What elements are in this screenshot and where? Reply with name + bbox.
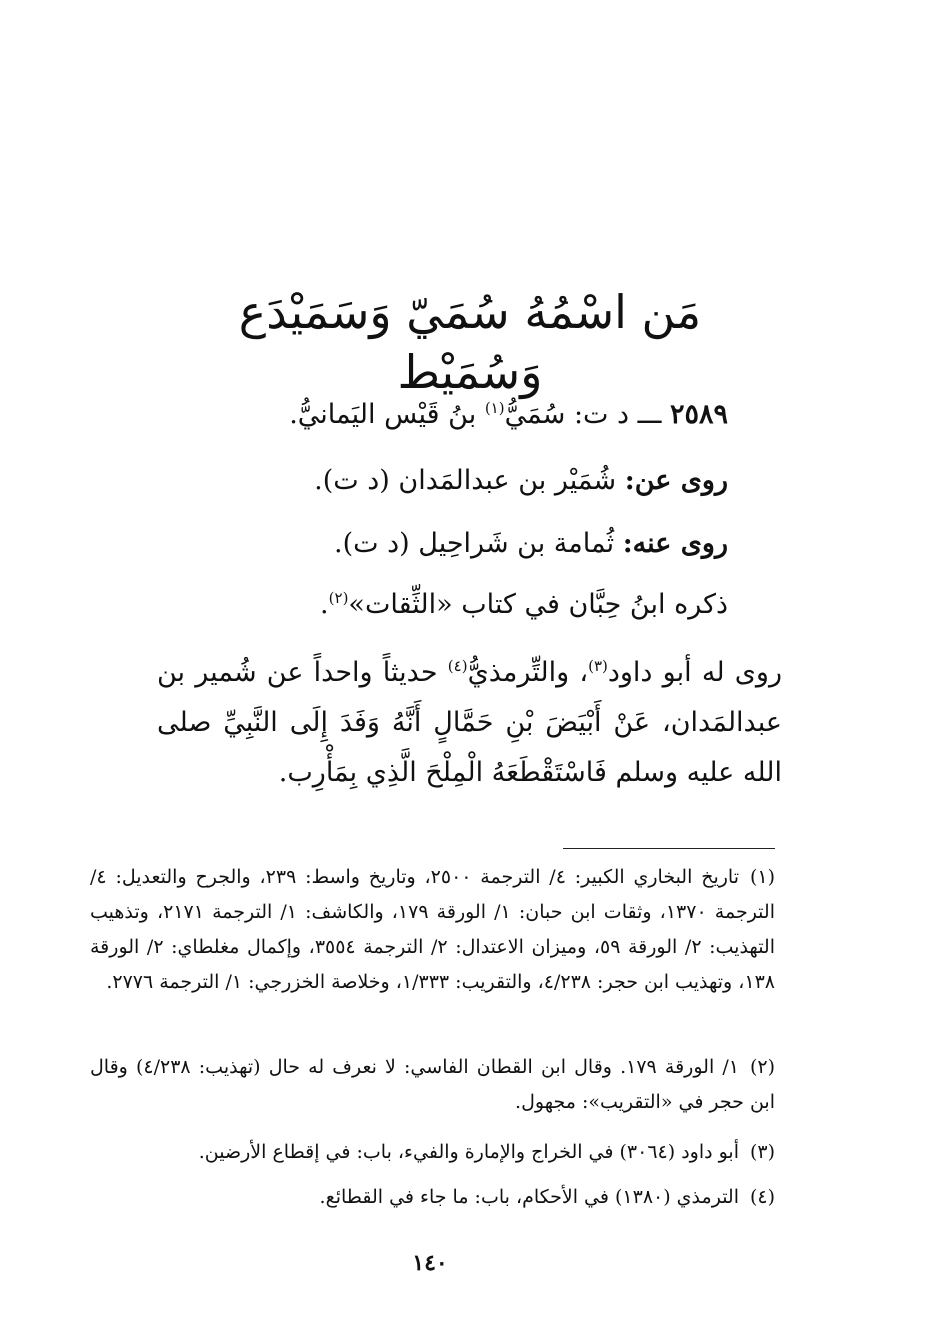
footnote-number: (٢) [749,1056,775,1078]
narrated-by-text: ثُمامة بن شَراحِيل (د ت). [334,528,615,559]
paragraph-part-2: ، والتِّرمذيُّ [467,657,589,688]
footnote-number: (٣) [749,1141,775,1163]
page-number: ١٤٠ [412,1250,448,1276]
mention-end: . [320,589,329,620]
narrated-from-line [208,461,728,501]
footnote-ref-2: (٢) [328,589,349,607]
entry-sigla: د ت: [573,399,630,430]
paragraph-part-1: روى له أبو داود [607,657,782,688]
entry-name-rest: بنُ قَيْس اليَمانيُّ. [289,399,477,430]
paragraph-part-3: حديثاً واحداً عن شُمير بن عبدالمَدان، عَنْ أَبْيَضَ بْنِ حَمَّالٍ أَنَّهُ وَفَدَ إِلَى النَّبِيِّ صلى الله عليه وسلم فَاسْتَقْطَعَهُ الْمِلْحَ الَّذِي بِمَأْرِب. [157,657,782,788]
footnote-4 [90,1180,775,1215]
mention-line [208,585,728,625]
footnote-1 [90,860,775,1000]
entry-name: سُمَيُّ [504,399,566,430]
footnote-separator [563,848,775,849]
hadith-paragraph [157,648,782,798]
narrated-by-line [208,524,728,564]
footnote-text: ١/ الورقة ١٧٩. وقال ابن القطان الفاسي: لا نعرف له حال (تهذيب: ٤/٢٣٨) وقال ابن حجر في «التقريب»: مجهول. [90,1056,775,1113]
narrated-by-label: روى عنه: [622,528,728,559]
section-title: مَن اسْمُهُ سُمَيّ وَسَمَيْدَع وَسُمَيْط [238,285,702,399]
footnote-ref-4: (٤) [447,657,468,675]
footnote-number: (١) [749,866,775,888]
entry-dash: ـــ [637,399,662,430]
footnote-2 [90,1050,775,1120]
entry-number: ٢٥٨٩ [669,399,728,430]
footnote-text: أبو داود (٣٠٦٤) في الخراج والإمارة والفيء، باب: في إقطاع الأرضين. [198,1141,739,1163]
footnote-ref-3: (٣) [588,657,608,675]
narrated-from-label: روى عن: [624,465,728,496]
footnote-text: الترمذي (١٣٨٠) في الأحكام، باب: ما جاء في القطائع. [319,1186,739,1208]
entry-heading [208,395,728,435]
footnote-ref-1: (١) [484,399,505,417]
footnote-number: (٤) [749,1186,775,1208]
narrated-from-text: شُمَيْر بن عبدالمَدان (د ت). [314,465,617,496]
footnote-text: تاريخ البخاري الكبير: ٤/ الترجمة ٢٥٠٠، وتاريخ واسط: ٢٣٩، والجرح والتعديل: ٤/ الترجمة ١٣٧٠، وثقات ابن حبان: ١/ الورقة ١٧٩، والكاشف: ١/ الترجمة ٢١٧١، وتذهيب التهذيب: ٢/ الورقة ٥٩، وميزان الاعتدال: ٢/ الترجمة ٣٥٥٤، وإكمال مغلطاي: ٢/ الورقة ١٣٨، وتهذيب ابن حجر: ٤/٢٣٨، والتقريب: ١/٣٣٣، وخلاصة الخزرجي: ١/ الترجمة ٢٧٧٦. [90,866,775,993]
footnote-3 [90,1135,775,1170]
mention-text: ذكره ابنُ حِبَّان في كتاب «الثِّقات» [348,589,728,620]
